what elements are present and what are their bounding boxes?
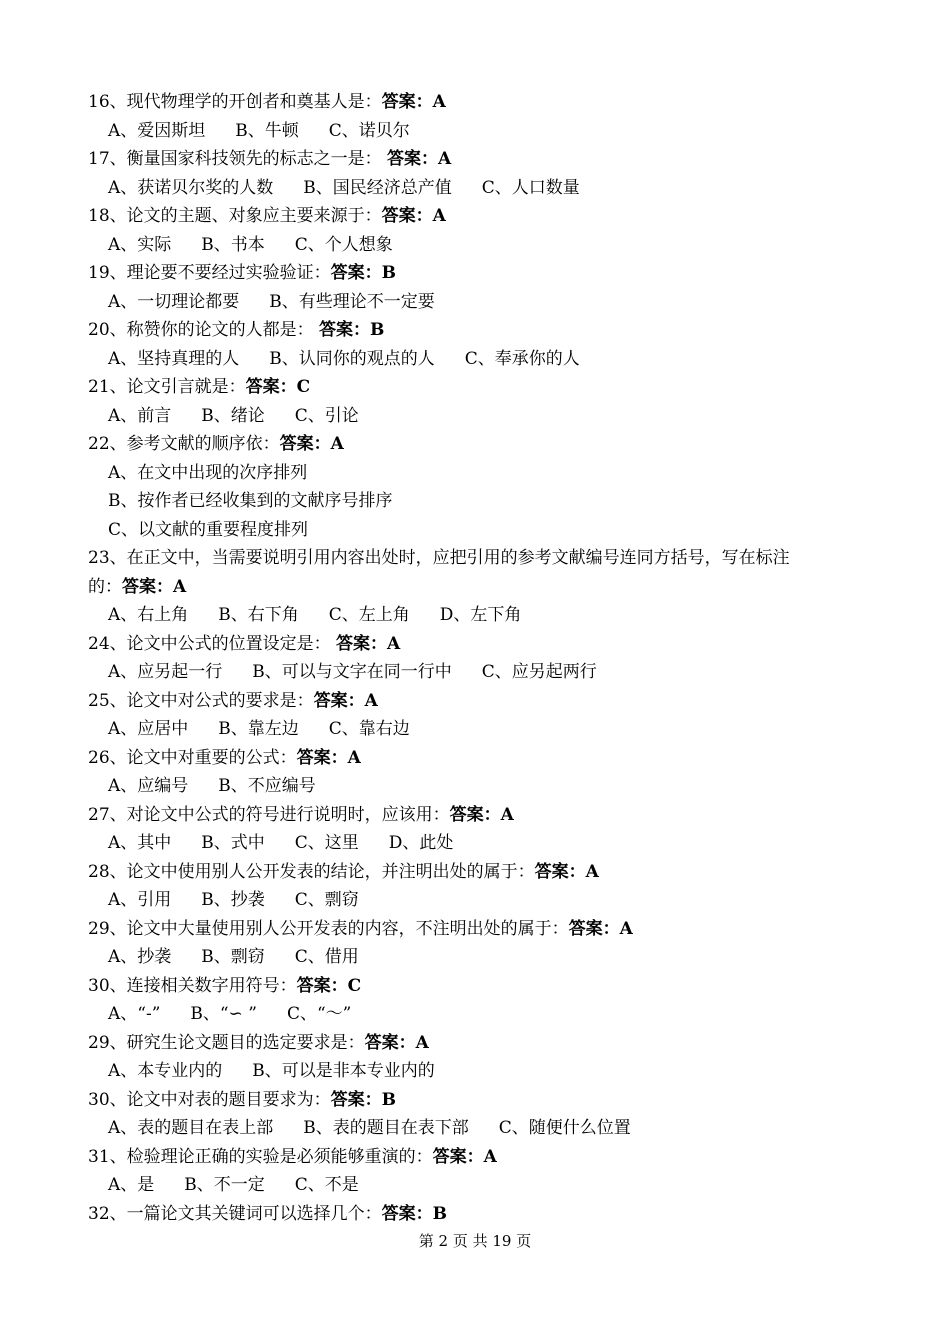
- question-line: [88, 1200, 878, 1229]
- question-text: 28、论文中使用别人公开发表的结论，并注明出处的属于：: [88, 861, 535, 882]
- answer-value: A: [619, 918, 633, 939]
- page-footer: 第 2 页 共 19 页: [418, 1232, 532, 1250]
- answer-label: 答案：: [245, 377, 297, 397]
- option: B、不一定: [184, 1175, 265, 1195]
- question-text: 21、论文引言就是：: [88, 377, 246, 397]
- question-line: [88, 430, 878, 459]
- answer-label: 答案：: [534, 861, 586, 882]
- answer-value: C: [347, 975, 362, 996]
- question-line: [88, 687, 878, 716]
- question-line: [88, 744, 878, 773]
- question-line: [88, 1143, 878, 1172]
- options-line: [88, 117, 878, 146]
- question-line: [88, 1086, 878, 1115]
- option-line: B、按作者已经收集到的文献序号排序: [108, 491, 393, 511]
- answer-label: 答案：: [296, 747, 348, 768]
- option: C、借用: [294, 947, 359, 967]
- option: C、左上角: [328, 605, 410, 625]
- options-line: [88, 402, 878, 431]
- question-text: 25、论文中对公式的要求是：: [88, 690, 314, 711]
- option: B、牛顿: [235, 120, 299, 141]
- answer-value: A: [432, 92, 446, 112]
- question-line: [88, 145, 878, 174]
- options-line: [88, 886, 878, 915]
- option: B、书本: [201, 234, 265, 255]
- option: C、个人想象: [294, 234, 393, 255]
- option: B、有些理论不一定要: [269, 291, 435, 312]
- option: C、应另起两行: [481, 662, 597, 682]
- document-body: [88, 88, 878, 1228]
- question-text: 31、检验理论正确的实验是必须能够重演的：: [88, 1146, 433, 1167]
- option: A、坚持真理的人: [108, 348, 240, 369]
- option: A、应另起一行: [108, 662, 223, 682]
- option: A、前言: [108, 405, 172, 426]
- question-text: 30、连接相关数字用符号：: [88, 975, 297, 996]
- answer-label: 答案：: [381, 92, 433, 112]
- answer-label: 答案：: [449, 804, 501, 825]
- question-text-part2: 的：: [88, 576, 122, 597]
- question-text: 27、对论文中公式的符号进行说明时，应该用：: [88, 804, 450, 825]
- question-line: [88, 373, 878, 402]
- answer-value: B: [370, 320, 385, 340]
- question-line: [88, 316, 878, 345]
- question-line: [88, 630, 878, 659]
- answer-value: A: [173, 576, 187, 597]
- answer-value: A: [330, 434, 344, 454]
- option: B、国民经济总产值: [303, 177, 452, 198]
- option: A、爱因斯坦: [108, 120, 206, 141]
- option: A、一切理论都要: [108, 291, 240, 312]
- option-line: A、在文中出现的次序排列: [108, 462, 308, 483]
- option: C、这里: [294, 833, 359, 853]
- options-line: [88, 601, 878, 630]
- answer-value: A: [483, 1146, 497, 1167]
- options-line: [88, 231, 878, 260]
- option: A、表的题目在表上部: [108, 1118, 274, 1138]
- answer-value: A: [364, 690, 378, 711]
- question-line: [88, 972, 878, 1001]
- options-line: [88, 288, 878, 317]
- option: A、应居中: [108, 719, 189, 739]
- option: A、右上角: [108, 605, 189, 625]
- answer-label: 答案：: [336, 633, 388, 654]
- option: A、抄袭: [108, 947, 172, 967]
- question-text: 20、称赞你的论文的人都是：: [88, 320, 320, 340]
- question-text: 22、参考文献的顺序依：: [88, 434, 280, 454]
- options-line: [88, 174, 878, 203]
- answer-value: A: [438, 149, 452, 169]
- answer-label: 答案：: [568, 918, 620, 939]
- options-line: [88, 829, 878, 858]
- question-text: 29、研究生论文题目的选定要求是：: [88, 1032, 365, 1053]
- answer-value: B: [432, 1203, 448, 1224]
- answer-label: 答案：: [381, 206, 433, 226]
- option: B、表的题目在表下部: [303, 1118, 469, 1138]
- question-line: [88, 573, 878, 602]
- question-text: 18、论文的主题、对象应主要来源于：: [88, 206, 382, 226]
- option: B、“∽ ”: [190, 1004, 257, 1024]
- answer-label: 答案：: [432, 1146, 484, 1167]
- option: C、奉承你的人: [464, 348, 580, 369]
- answer-value: A: [347, 747, 361, 768]
- answer-label: 答案：: [279, 434, 331, 454]
- option: B、剽窃: [201, 947, 265, 967]
- options-line: [88, 1114, 878, 1143]
- option: B、右下角: [218, 605, 299, 625]
- option: B、不应编号: [218, 776, 316, 796]
- options-line: [88, 715, 878, 744]
- question-text: 17、衡量国家科技领先的标志之一是：: [88, 149, 388, 169]
- answer-value: B: [381, 1089, 397, 1110]
- option: C、随便什么位置: [498, 1118, 631, 1138]
- answer-label: 答案：: [381, 1203, 433, 1224]
- question-line: [88, 202, 878, 231]
- option: A、“-”: [108, 1004, 161, 1024]
- question-text: 16、现代物理学的开创者和奠基人是：: [88, 92, 382, 112]
- answer-value: A: [432, 206, 446, 226]
- option: C、不是: [294, 1175, 359, 1195]
- answer-value: C: [296, 377, 311, 397]
- option: B、可以是非本专业内的: [252, 1061, 435, 1081]
- option: C、引论: [294, 405, 359, 426]
- option: B、式中: [201, 833, 265, 853]
- option-line: C、以文献的重要程度排列: [108, 519, 309, 540]
- question-line: [88, 915, 878, 944]
- question-line: [88, 88, 878, 117]
- option: A、本专业内的: [108, 1061, 223, 1081]
- option: A、应编号: [108, 776, 189, 796]
- question-text: 19、理论要不要经过实验验证：: [88, 263, 331, 283]
- question-text-part1: 23、在正文中，当需要说明引用内容出处时，应把引用的参考文献编号连同方括号，写在标注: [88, 548, 790, 568]
- options-line: [88, 345, 878, 374]
- answer-value: A: [585, 861, 599, 882]
- option: C、人口数量: [481, 177, 580, 198]
- option: A、是: [108, 1175, 155, 1195]
- question-text: 32、一篇论文其关键词可以选择几个：: [88, 1203, 382, 1224]
- answer-value: A: [500, 804, 514, 825]
- option: B、靠左边: [218, 719, 299, 739]
- question-line: [88, 1029, 878, 1058]
- option: C、靠右边: [328, 719, 410, 739]
- option: D、此处: [388, 833, 454, 853]
- answer-label: 答案：: [313, 690, 365, 711]
- options-line: [88, 658, 878, 687]
- answer-label: 答案：: [319, 320, 371, 340]
- options-line: [88, 1171, 878, 1200]
- option: C、诺贝尔: [328, 120, 410, 141]
- option: A、其中: [108, 833, 172, 853]
- answer-value: A: [387, 633, 401, 654]
- answer-value: B: [381, 263, 397, 283]
- options-line: [88, 1057, 878, 1086]
- options-line: [88, 943, 878, 972]
- answer-label: 答案：: [296, 975, 348, 996]
- option: B、绪论: [201, 405, 265, 426]
- option: D、左下角: [439, 605, 522, 625]
- question-line: [88, 858, 878, 887]
- question-text: 29、论文中大量使用别人公开发表的内容，不注明出处的属于：: [88, 918, 569, 939]
- option: A、引用: [108, 890, 172, 910]
- answer-label: 答案：: [387, 149, 439, 169]
- options-line: [88, 1000, 878, 1029]
- option: C、“～”: [286, 1004, 352, 1024]
- answer-value: A: [415, 1032, 429, 1053]
- question-line: [88, 259, 878, 288]
- options-line: [88, 772, 878, 801]
- option: A、获诺贝尔奖的人数: [108, 177, 274, 198]
- question-text: 24、论文中公式的位置设定是：: [88, 633, 337, 654]
- question-text: [88, 544, 878, 573]
- answer-label: 答案：: [122, 576, 173, 597]
- answer-label: 答案：: [330, 263, 382, 283]
- question-text: 30、论文中对表的题目要求为：: [88, 1089, 331, 1110]
- question-line: [88, 801, 878, 830]
- option: B、可以与文字在同一行中: [252, 662, 452, 682]
- option: B、认同你的观点的人: [269, 348, 435, 369]
- answer-label: 答案：: [364, 1032, 416, 1053]
- option: C、剽窃: [294, 890, 359, 910]
- option: B、抄袭: [201, 890, 265, 910]
- answer-label: 答案：: [330, 1089, 382, 1110]
- option: A、实际: [108, 234, 172, 255]
- question-text: 26、论文中对重要的公式：: [88, 747, 297, 768]
